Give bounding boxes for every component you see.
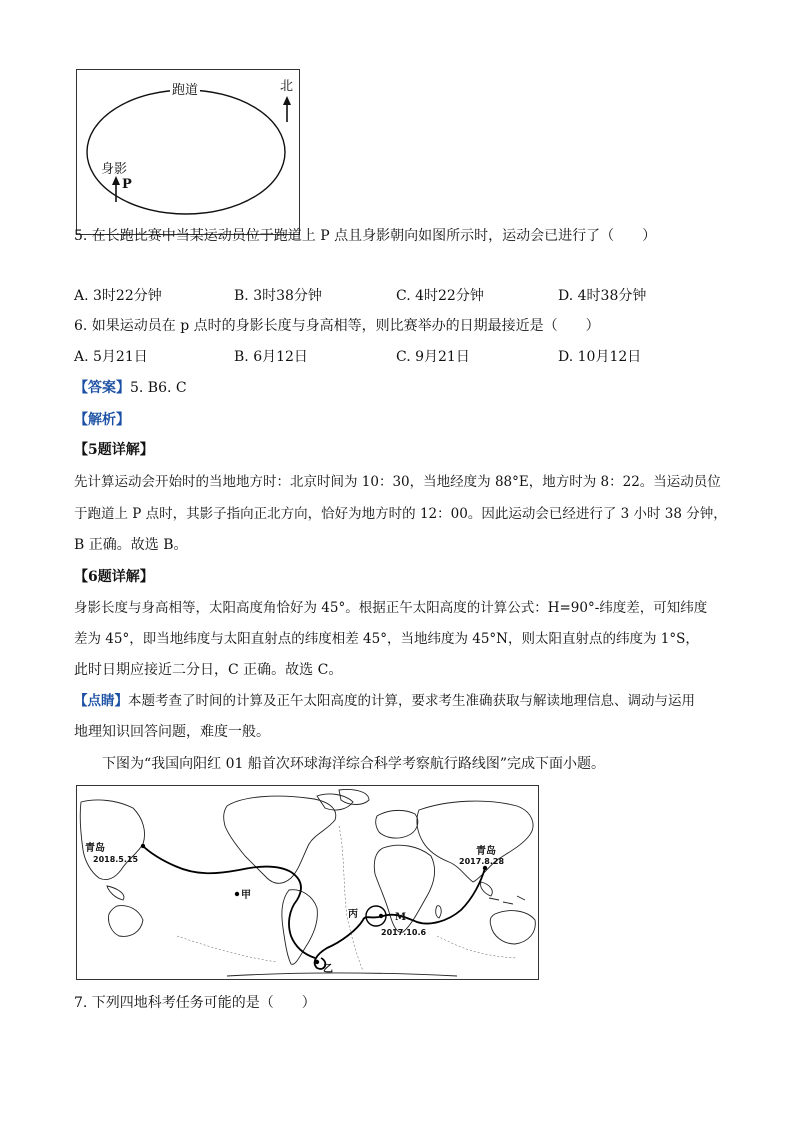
stop-yi-label: 乙 <box>323 964 333 975</box>
stop-jia-label: 甲 <box>241 890 251 901</box>
question-7-stem: 7. 下列四地科考任务可能的是（ ） <box>74 995 316 1011</box>
question-5-stem: 5. 在长跑比赛中当某运动员位于跑道上 P 点且身影朝向如图所示时，运动会已进行了（ ） <box>74 228 657 244</box>
point-p-label: P <box>122 177 132 192</box>
end-port-label: 青岛 <box>85 843 105 854</box>
q5-option-d: D. 4时38分钟 <box>558 288 647 304</box>
map-intro: 下图为“我国向阳红 01 船首次环球海洋综合科学考察航行路线图”完成下面小题。 <box>102 756 606 772</box>
start-port-label: 青岛 <box>476 846 496 857</box>
north-label: 北 <box>280 79 294 94</box>
detail-6-line-3: 此时日期应接近二分日，C 正确。故选 C。 <box>74 662 343 678</box>
track-figure <box>76 69 300 235</box>
route-stops <box>141 844 487 964</box>
comment-line-1 <box>74 691 695 711</box>
q5-option-c: C. 4时22分钟 <box>396 288 484 304</box>
analysis-line <box>74 410 130 430</box>
end-date-label: 2018.5.15 <box>93 855 139 864</box>
comment-text-1: 本题考查了时间的计算及正午太阳高度的计算，要求考生准确获取与解读地理信息、调动与运用 <box>128 693 695 709</box>
detail-5-tag: 【5题详解】 <box>74 442 154 458</box>
shadow-label: 身影 <box>101 162 128 177</box>
detail-5-line-2: 于跑道上 P 点时，其影子指向正北方向，恰好为地方时的 12：00。因此运动会已经进行了 3 小时 38 分钟， <box>74 506 727 522</box>
q5-option-a: A. 3时22分钟 <box>74 288 162 304</box>
comment-line-2: 地理知识回答问题，难度一般。 <box>74 724 270 740</box>
north-arrow-head <box>283 96 291 105</box>
detail-6-line-2: 差为 45°，即当地纬度与太阳直射点的纬度相差 45°，当地纬度为 45°N，则太阳直射点的纬度为 1°S， <box>74 631 699 647</box>
ridge-lines <box>177 826 517 971</box>
question-6-stem: 6. 如果运动员在 p 点时的身影长度与身高相等，则比赛举办的日期最接近是（ ） <box>74 318 600 334</box>
detail-6-line-1: 身影长度与身高相等，太阳高度角恰好为 45°。根据正午太阳高度的计算公式：H=90°-纬度差，可知纬度 <box>74 600 708 616</box>
answer-tag: 【答案】 <box>74 380 130 396</box>
q6-option-d: D. 10月12日 <box>558 349 642 365</box>
start-date-label: 2017.8.28 <box>459 857 505 866</box>
q6-option-a: A. 5月21日 <box>74 349 148 365</box>
q5-option-b: B. 3时38分钟 <box>234 288 322 304</box>
shadow-arrow-head <box>112 176 120 185</box>
answer-text: 5. B6. C <box>130 380 187 396</box>
world-map <box>77 786 539 980</box>
detail-5-line-1: 先计算运动会开始时的当地地方时：北京时间为 10：30，当地经度为 88°E，地方时为 8：22。当运动员位 <box>74 474 721 490</box>
route-map-figure <box>76 785 539 980</box>
answer-line <box>74 378 187 398</box>
detail-5-line-3: B 正确。故选 B。 <box>74 537 188 553</box>
continent-outlines <box>80 789 535 976</box>
stop-bing-label: 丙 <box>348 909 358 920</box>
track-label: 跑道 <box>172 83 199 98</box>
q6-option-b: B. 6月12日 <box>234 349 308 365</box>
comment-tag: 【点睛】 <box>74 693 128 709</box>
stop-m-label: M <box>395 912 407 923</box>
analysis-tag: 【解析】 <box>74 412 130 428</box>
q6-option-c: C. 9月21日 <box>396 349 470 365</box>
m-date-label: 2017.10.6 <box>381 928 427 937</box>
detail-6-tag: 【6题详解】 <box>74 569 154 585</box>
